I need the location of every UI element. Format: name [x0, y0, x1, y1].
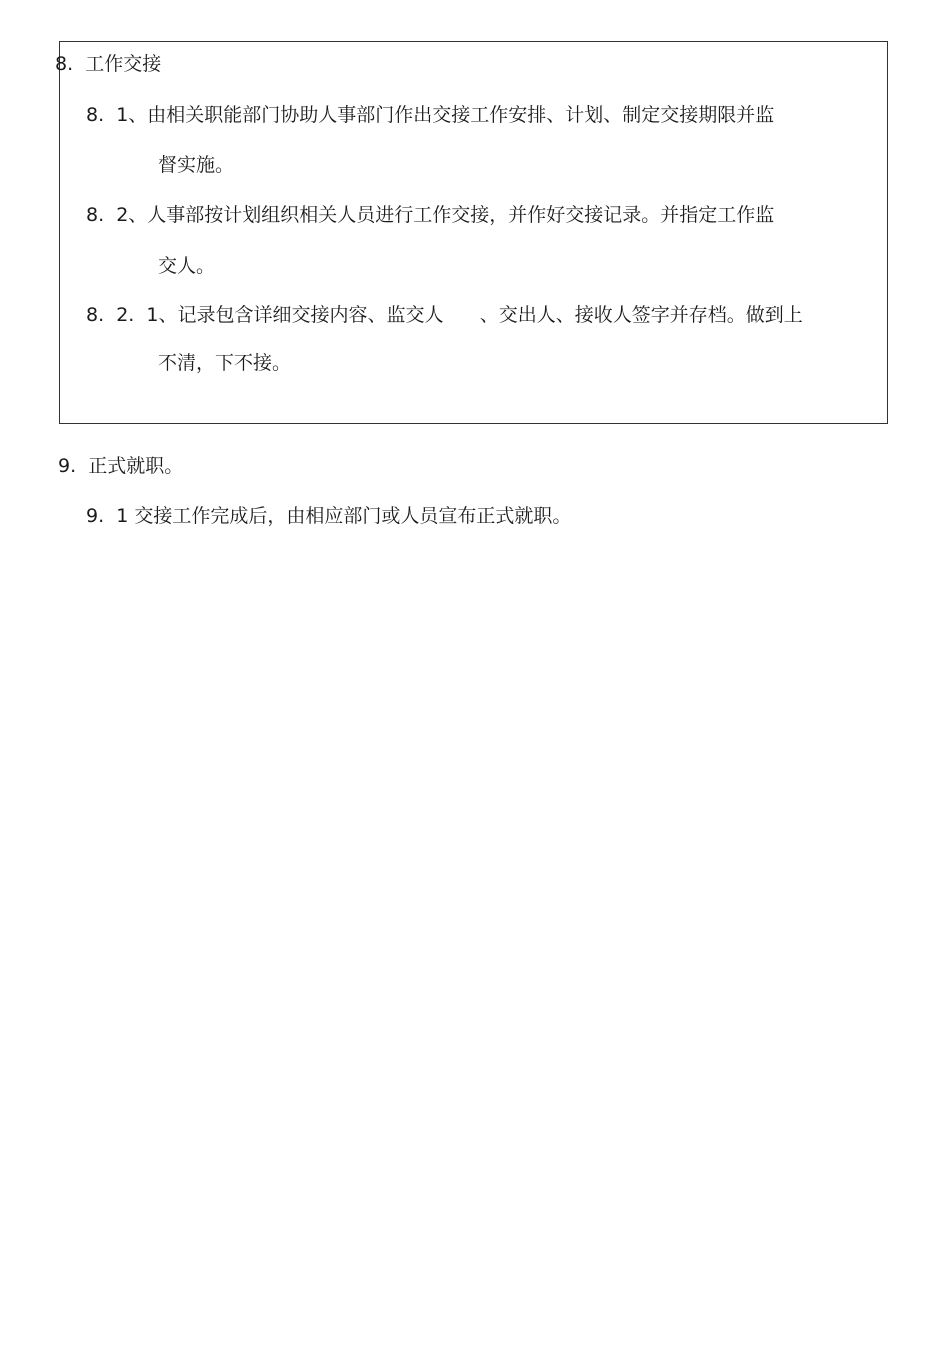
- item-8-1-line-1: 8. 1、由相关职能部门协助人事部门作出交接工作安排、计划、制定交接期限并监: [86, 104, 775, 126]
- item-8-1-line-2: 督实施。: [158, 154, 235, 176]
- item-8-2-line-1: 8. 2、人事部按计划组织相关人员进行工作交接，并作好交接记录。并指定工作监: [86, 204, 775, 226]
- item-8-2-1-line-1: 8. 2. 1、记录包含详细交接内容、监交人 、交出人、接收人签字并存档。做到上: [86, 304, 803, 326]
- item-8-2-line-2: 交人。: [158, 255, 216, 277]
- item-8-2-1-line-2: 不清，下不接。: [158, 352, 292, 374]
- section-8-heading: 8. 工作交接: [55, 53, 162, 75]
- item-9-1-line-1: 9. 1 交接工作完成后，由相应部门或人员宣布正式就职。: [86, 505, 572, 527]
- section-9-heading: 9. 正式就职。: [58, 455, 184, 477]
